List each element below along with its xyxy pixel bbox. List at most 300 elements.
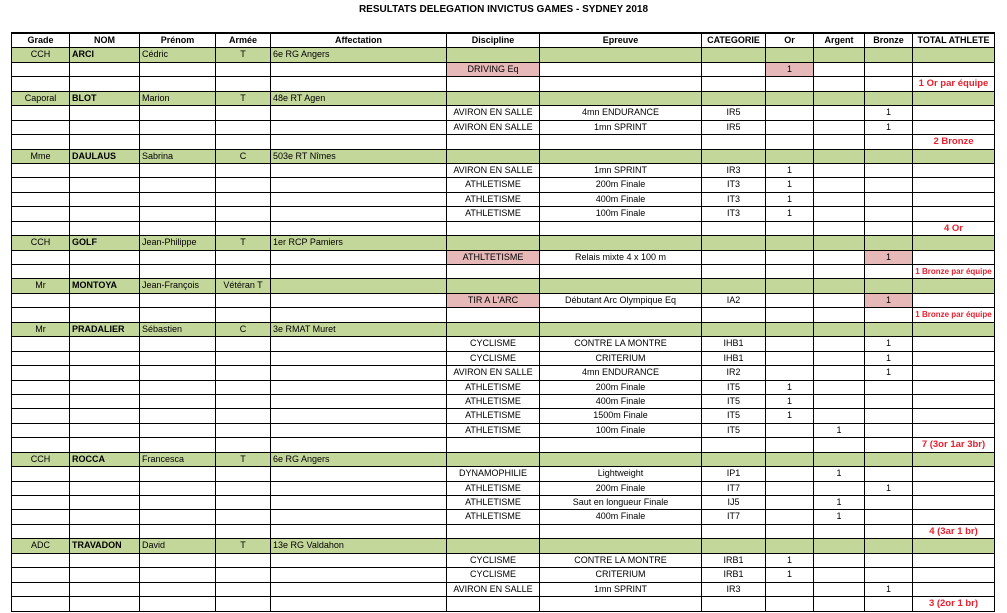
epreuve-cell: 400m Finale [540,510,702,524]
grade-cell [12,352,70,366]
prenom-cell: Sabrina [140,150,216,164]
grade-cell [12,337,70,351]
epreuve-cell [540,539,702,553]
argent-cell: 1 [814,424,865,438]
grade-cell [12,294,70,308]
nom-cell [70,352,140,366]
nom-cell [70,135,140,149]
discipline-cell: TIR A L'ARC [447,294,540,308]
total-athlete-cell [913,164,995,178]
affectation-cell: 6e RG Angers [271,48,447,62]
prenom-cell [140,381,216,395]
armee-cell [216,467,271,481]
or-cell [766,525,814,539]
total-athlete-cell: 1 Or par équipe [913,77,995,91]
prenom-cell [140,265,216,279]
armee-cell [216,395,271,409]
argent-cell [814,337,865,351]
epreuve-cell [540,597,702,611]
total-athlete-cell [913,409,995,423]
total-athlete-cell: 4 Or [913,222,995,236]
categorie-cell: IT5 [702,409,766,423]
argent-cell [814,178,865,192]
epreuve-cell: 200m Finale [540,381,702,395]
prenom-cell [140,424,216,438]
categorie-cell: IHB1 [702,337,766,351]
grade-cell [12,482,70,496]
categorie-cell: IA2 [702,294,766,308]
or-cell [766,323,814,337]
nom-cell [70,409,140,423]
epreuve-cell [540,150,702,164]
bronze-cell [865,409,913,423]
prenom-cell [140,294,216,308]
total-athlete-cell [913,539,995,553]
epreuve-cell: Lightweight [540,467,702,481]
discipline-cell [447,48,540,62]
grade-cell [12,496,70,510]
discipline-cell [447,92,540,106]
armee-cell: C [216,323,271,337]
grade-cell [12,568,70,582]
affectation-cell [271,409,447,423]
total-athlete-cell: 3 (2or 1 br) [913,597,995,611]
epreuve-cell: CRITERIUM [540,352,702,366]
or-cell [766,352,814,366]
nom-cell [70,496,140,510]
affectation-cell [271,164,447,178]
argent-cell [814,539,865,553]
categorie-cell [702,308,766,322]
categorie-cell: IT3 [702,178,766,192]
categorie-cell [702,597,766,611]
affectation-cell [271,337,447,351]
total-athlete-cell [913,482,995,496]
nom-cell [70,583,140,597]
bronze-cell: 1 [865,366,913,380]
or-cell: 1 [766,395,814,409]
page-title: RESULTATS DELEGATION INVICTUS GAMES - SYDNEY 2018 [358,4,649,15]
armee-cell [216,265,271,279]
armee-cell [216,63,271,77]
bronze-cell: 1 [865,337,913,351]
prenom-cell [140,308,216,322]
or-cell [766,424,814,438]
categorie-cell: IR2 [702,366,766,380]
affectation-cell [271,207,447,221]
categorie-cell [702,92,766,106]
categorie-cell [702,150,766,164]
bronze-cell [865,48,913,62]
column-header-or: Or [766,34,814,48]
or-cell: 1 [766,178,814,192]
column-header-nom: NOM [70,34,140,48]
discipline-cell: ATHLETISME [447,395,540,409]
prenom-cell: Cédric [140,48,216,62]
bronze-cell [865,568,913,582]
discipline-cell [447,236,540,250]
discipline-cell [447,222,540,236]
prenom-cell: Marion [140,92,216,106]
prenom-cell [140,106,216,120]
prenom-cell [140,164,216,178]
grade-cell [12,193,70,207]
total-athlete-cell: 1 Bronze par équipe [913,265,995,279]
or-cell [766,251,814,265]
argent-cell: 1 [814,496,865,510]
prenom-cell [140,121,216,135]
total-athlete-cell [913,467,995,481]
nom-cell [70,222,140,236]
prenom-cell [140,251,216,265]
epreuve-cell: 400m Finale [540,193,702,207]
nom-cell [70,207,140,221]
discipline-cell: AVIRON EN SALLE [447,164,540,178]
total-athlete-cell [913,424,995,438]
affectation-cell [271,222,447,236]
discipline-cell: AVIRON EN SALLE [447,583,540,597]
affectation-cell [271,568,447,582]
nom-cell [70,467,140,481]
affectation-cell: 1er RCP Pamiers [271,236,447,250]
or-cell [766,236,814,250]
armee-cell [216,308,271,322]
argent-cell [814,395,865,409]
prenom-cell: David [140,539,216,553]
discipline-cell: ATHLETISME [447,178,540,192]
column-header-prenom: Prénom [140,34,216,48]
categorie-cell [702,438,766,452]
discipline-cell [447,265,540,279]
argent-cell [814,409,865,423]
armee-cell [216,77,271,91]
or-cell [766,510,814,524]
nom-cell: ARCI [70,48,140,62]
categorie-cell [702,251,766,265]
nom-cell [70,381,140,395]
prenom-cell [140,525,216,539]
or-cell: 1 [766,409,814,423]
argent-cell [814,77,865,91]
epreuve-cell: 100m Finale [540,207,702,221]
armee-cell [216,222,271,236]
bronze-cell [865,193,913,207]
affectation-cell [271,178,447,192]
grade-cell [12,438,70,452]
total-athlete-cell [913,193,995,207]
affectation-cell: 48e RT Agen [271,92,447,106]
epreuve-cell: CONTRE LA MONTRE [540,337,702,351]
armee-cell [216,352,271,366]
armee-cell [216,121,271,135]
discipline-cell [447,323,540,337]
bronze-cell [865,525,913,539]
column-header-categorie: CATEGORIE [702,34,766,48]
prenom-cell [140,510,216,524]
grade-cell [12,366,70,380]
column-header-total: TOTAL ATHLETE [913,34,995,48]
or-cell [766,308,814,322]
column-header-argent: Argent [814,34,865,48]
argent-cell [814,366,865,380]
affectation-cell [271,510,447,524]
discipline-cell [447,453,540,467]
nom-cell: PRADALIER [70,323,140,337]
prenom-cell: Sébastien [140,323,216,337]
argent-cell [814,193,865,207]
affectation-cell [271,482,447,496]
nom-cell [70,63,140,77]
affectation-cell: 3e RMAT Muret [271,323,447,337]
prenom-cell: Jean-Philippe [140,236,216,250]
or-cell [766,135,814,149]
discipline-cell [447,135,540,149]
prenom-cell [140,77,216,91]
prenom-cell [140,135,216,149]
categorie-cell: IR5 [702,121,766,135]
bronze-cell [865,164,913,178]
grade-cell [12,395,70,409]
prenom-cell [140,366,216,380]
argent-cell [814,525,865,539]
nom-cell: DAULAUS [70,150,140,164]
discipline-cell: ATHLETISME [447,424,540,438]
or-cell [766,150,814,164]
discipline-cell: DYNAMOPHILIE [447,467,540,481]
grade-cell [12,424,70,438]
discipline-cell: AVIRON EN SALLE [447,106,540,120]
total-athlete-cell: 2 Bronze [913,135,995,149]
total-athlete-cell [913,236,995,250]
epreuve-cell: 100m Finale [540,424,702,438]
or-cell [766,453,814,467]
total-athlete-cell [913,323,995,337]
categorie-cell: IP1 [702,467,766,481]
nom-cell: GOLF [70,236,140,250]
or-cell [766,106,814,120]
epreuve-cell [540,438,702,452]
affectation-cell [271,251,447,265]
column-header-affectation: Affectation [271,34,447,48]
grade-cell: Mr [12,279,70,293]
or-cell [766,467,814,481]
or-cell: 1 [766,193,814,207]
or-cell: 1 [766,63,814,77]
epreuve-cell [540,77,702,91]
categorie-cell: IJ5 [702,496,766,510]
grade-cell [12,510,70,524]
or-cell [766,496,814,510]
grade-cell [12,381,70,395]
affectation-cell [271,496,447,510]
total-athlete-cell [913,395,995,409]
epreuve-cell: Relais mixte 4 x 100 m [540,251,702,265]
total-athlete-cell [913,207,995,221]
affectation-cell [271,352,447,366]
epreuve-cell: 1500m Finale [540,409,702,423]
epreuve-cell: Débutant Arc Olympique Eq [540,294,702,308]
argent-cell [814,121,865,135]
prenom-cell [140,352,216,366]
grade-cell: CCH [12,453,70,467]
bronze-cell [865,539,913,553]
column-header-epreuve: Epreuve [540,34,702,48]
bronze-cell [865,467,913,481]
epreuve-cell [540,265,702,279]
bronze-cell [865,236,913,250]
categorie-cell: IT5 [702,424,766,438]
prenom-cell [140,583,216,597]
categorie-cell [702,525,766,539]
grade-cell [12,77,70,91]
argent-cell [814,279,865,293]
argent-cell [814,597,865,611]
grade-cell [12,178,70,192]
total-athlete-cell [913,381,995,395]
epreuve-cell: 400m Finale [540,395,702,409]
affectation-cell: 6e RG Angers [271,453,447,467]
bronze-cell [865,395,913,409]
argent-cell [814,381,865,395]
or-cell [766,48,814,62]
discipline-cell: ATHLETISME [447,207,540,221]
discipline-cell: ATHLTETISME [447,251,540,265]
grade-cell [12,597,70,611]
prenom-cell: Francesca [140,453,216,467]
bronze-cell: 1 [865,352,913,366]
grade-cell: Mme [12,150,70,164]
column-header-discipline: Discipline [447,34,540,48]
discipline-cell [447,438,540,452]
discipline-cell: ATHLETISME [447,409,540,423]
or-cell: 1 [766,164,814,178]
argent-cell [814,352,865,366]
grade-cell: CCH [12,236,70,250]
prenom-cell [140,482,216,496]
prenom-cell [140,63,216,77]
total-athlete-cell [913,279,995,293]
argent-cell [814,251,865,265]
bronze-cell [865,135,913,149]
argent-cell [814,106,865,120]
bronze-cell: 1 [865,583,913,597]
or-cell [766,279,814,293]
epreuve-cell: 4mn ENDURANCE [540,106,702,120]
discipline-cell [447,77,540,91]
affectation-cell [271,366,447,380]
affectation-cell [271,279,447,293]
total-athlete-cell [913,366,995,380]
discipline-cell: CYCLISME [447,352,540,366]
affectation-cell [271,438,447,452]
epreuve-cell: 4mn ENDURANCE [540,366,702,380]
affectation-cell [271,77,447,91]
total-athlete-cell [913,294,995,308]
argent-cell [814,568,865,582]
epreuve-cell [540,308,702,322]
prenom-cell [140,597,216,611]
argent-cell [814,438,865,452]
armee-cell [216,597,271,611]
epreuve-cell [540,48,702,62]
nom-cell [70,77,140,91]
bronze-cell [865,63,913,77]
categorie-cell: IT7 [702,510,766,524]
categorie-cell [702,265,766,279]
or-cell [766,294,814,308]
nom-cell [70,366,140,380]
nom-cell: ROCCA [70,453,140,467]
grade-cell [12,121,70,135]
nom-cell [70,337,140,351]
armee-cell: T [216,539,271,553]
nom-cell [70,294,140,308]
nom-cell [70,178,140,192]
bronze-cell [865,496,913,510]
grade-cell [12,63,70,77]
epreuve-cell [540,135,702,149]
grade-cell [12,308,70,322]
argent-cell [814,207,865,221]
discipline-cell: CYCLISME [447,554,540,568]
grade-cell [12,251,70,265]
categorie-cell: IHB1 [702,352,766,366]
prenom-cell [140,438,216,452]
discipline-cell: DRIVING Eq [447,63,540,77]
total-athlete-cell [913,63,995,77]
epreuve-cell [540,525,702,539]
categorie-cell [702,236,766,250]
bronze-cell: 1 [865,251,913,265]
epreuve-cell: CRITERIUM [540,568,702,582]
discipline-cell: CYCLISME [447,337,540,351]
bronze-cell [865,222,913,236]
prenom-cell [140,178,216,192]
argent-cell [814,63,865,77]
armee-cell [216,207,271,221]
discipline-cell [447,539,540,553]
epreuve-cell [540,222,702,236]
argent-cell [814,265,865,279]
argent-cell [814,323,865,337]
grade-cell [12,525,70,539]
bronze-cell [865,554,913,568]
grade-cell: Caporal [12,92,70,106]
or-cell [766,121,814,135]
bronze-cell [865,323,913,337]
nom-cell [70,265,140,279]
discipline-cell: AVIRON EN SALLE [447,121,540,135]
categorie-cell [702,279,766,293]
discipline-cell [447,597,540,611]
armee-cell [216,568,271,582]
or-cell [766,265,814,279]
total-athlete-cell [913,92,995,106]
grade-cell: ADC [12,539,70,553]
bronze-cell: 1 [865,294,913,308]
bronze-cell [865,308,913,322]
grade-cell [12,409,70,423]
armee-cell [216,424,271,438]
categorie-cell [702,48,766,62]
categorie-cell: IT5 [702,395,766,409]
or-cell [766,482,814,496]
armee-cell [216,337,271,351]
nom-cell [70,308,140,322]
categorie-cell: IT5 [702,381,766,395]
affectation-cell [271,193,447,207]
affectation-cell: 13e RG Valdahon [271,539,447,553]
